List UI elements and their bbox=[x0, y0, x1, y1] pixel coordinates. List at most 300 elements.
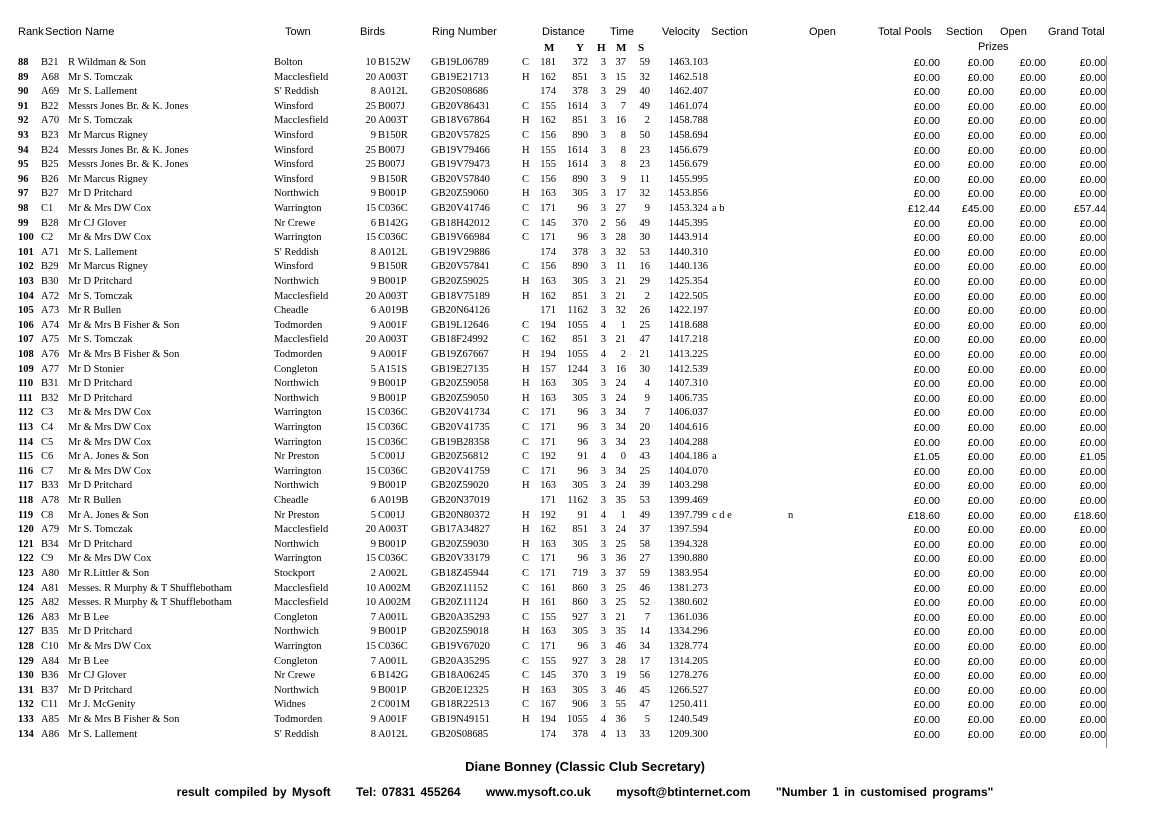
town-cell: Macclesfield bbox=[274, 334, 329, 346]
prize-section-cell: £0.00 bbox=[967, 319, 994, 332]
header-distance: Distance bbox=[542, 26, 585, 38]
yards-cell: 890 bbox=[572, 173, 588, 185]
sex-cell: C bbox=[522, 568, 530, 579]
yards-cell: 851 bbox=[572, 334, 588, 346]
prize-section-cell: £0.00 bbox=[967, 509, 994, 522]
velocity-cell: 1412.539 bbox=[668, 363, 708, 375]
birds-cell: 15 bbox=[365, 203, 376, 214]
seconds-cell: 53 bbox=[639, 246, 650, 258]
minutes-cell: 34 bbox=[615, 465, 626, 477]
total-pools-cell: £0.00 bbox=[913, 100, 940, 113]
sex-cell: H bbox=[522, 626, 530, 638]
prize-section-cell: £0.00 bbox=[967, 495, 994, 507]
header-total-pools: Total Pools bbox=[878, 26, 932, 38]
miles-cell: 145 bbox=[540, 217, 556, 229]
ring-number-cell: GB20V41746 bbox=[431, 203, 490, 214]
header-rank: Rank bbox=[18, 26, 44, 38]
prize-open-cell: £0.00 bbox=[1019, 495, 1046, 507]
prize-section-cell: £0.00 bbox=[967, 641, 994, 653]
yards-cell: 890 bbox=[572, 130, 588, 141]
birds-cell: 5 bbox=[370, 363, 376, 375]
name-cell: Mr D Pritchard bbox=[68, 684, 133, 696]
minutes-cell: 36 bbox=[615, 714, 626, 725]
velocity-cell: 1404.616 bbox=[668, 422, 708, 433]
name-cell: Mr D Pritchard bbox=[68, 188, 133, 200]
table-row bbox=[0, 596, 1170, 611]
rank-cell: 98 bbox=[18, 203, 29, 214]
hours-cell: 3 bbox=[600, 670, 606, 682]
section-cell: A70 bbox=[41, 115, 60, 127]
town-cell: Winsford bbox=[274, 261, 314, 273]
prize-section-cell: £0.00 bbox=[967, 261, 994, 274]
total-pools-cell: £0.00 bbox=[913, 305, 940, 318]
name-cell: Mr R Bullen bbox=[68, 495, 122, 506]
velocity-cell: 1403.298 bbox=[668, 480, 708, 492]
prize-section-cell: £0.00 bbox=[967, 524, 994, 537]
table-row bbox=[0, 509, 1170, 524]
prize-open-cell: £0.00 bbox=[1019, 728, 1046, 741]
birds-cell: 5 bbox=[370, 509, 376, 521]
seconds-cell: 25 bbox=[639, 465, 650, 477]
town-cell: Bolton bbox=[274, 57, 303, 68]
section-cell: A76 bbox=[41, 349, 60, 360]
town-cell: Congleton bbox=[274, 363, 318, 375]
prize-section-cell: £0.00 bbox=[967, 538, 994, 551]
table-row bbox=[0, 348, 1170, 363]
ring-number-cell: GB19B28358 bbox=[431, 436, 490, 448]
total-pools-cell: £12.44 bbox=[907, 203, 940, 215]
name-cell: Mr & Mrs DW Cox bbox=[68, 422, 152, 433]
prize-open-cell: £0.00 bbox=[1019, 378, 1046, 391]
total-pools-cell: £0.00 bbox=[913, 699, 940, 712]
miles-cell: 163 bbox=[540, 276, 556, 287]
total-pools-cell: £0.00 bbox=[913, 115, 940, 128]
velocity-cell: 1406.735 bbox=[668, 392, 708, 404]
section-pools-cell: c d e bbox=[712, 509, 732, 521]
town-cell: Warrington bbox=[274, 465, 322, 477]
section-cell: A68 bbox=[41, 71, 60, 83]
miles-cell: 174 bbox=[540, 246, 556, 258]
miles-cell: 192 bbox=[540, 451, 556, 463]
name-cell: R Wildman & Son bbox=[68, 57, 146, 68]
miles-cell: 174 bbox=[540, 86, 556, 98]
prize-open-cell: £0.00 bbox=[1019, 115, 1046, 128]
minutes-cell: 11 bbox=[615, 261, 626, 273]
grand-total-cell: £0.00 bbox=[1079, 714, 1106, 726]
total-pools-cell: £0.00 bbox=[913, 626, 940, 639]
grand-total-cell: £0.00 bbox=[1079, 728, 1106, 741]
table-row bbox=[0, 421, 1170, 436]
bird-code-cell: C036C bbox=[378, 641, 408, 652]
hours-cell: 3 bbox=[600, 568, 606, 579]
ring-number-cell: GB20Z59050 bbox=[431, 392, 489, 404]
birds-cell: 9 bbox=[370, 173, 376, 185]
minutes-cell: 29 bbox=[615, 86, 626, 98]
hours-cell: 3 bbox=[600, 436, 606, 448]
prize-open-cell: £0.00 bbox=[1019, 422, 1046, 434]
total-pools-cell: £0.00 bbox=[913, 173, 940, 186]
rank-cell: 110 bbox=[18, 378, 34, 390]
minutes-cell: 17 bbox=[615, 188, 626, 200]
table-row bbox=[0, 377, 1170, 392]
velocity-cell: 1381.273 bbox=[668, 582, 708, 594]
hours-cell: 3 bbox=[600, 582, 606, 594]
yards-cell: 305 bbox=[572, 538, 588, 550]
yards-cell: 91 bbox=[577, 509, 588, 521]
prize-section-cell: £0.00 bbox=[967, 480, 994, 493]
yards-cell: 1614 bbox=[567, 159, 588, 171]
rank-cell: 107 bbox=[18, 334, 34, 346]
minutes-cell: 35 bbox=[615, 495, 626, 506]
grand-total-cell: £0.00 bbox=[1079, 363, 1106, 376]
hours-cell: 4 bbox=[600, 714, 606, 725]
prize-open-cell: £0.00 bbox=[1019, 188, 1046, 201]
yards-cell: 851 bbox=[572, 71, 588, 83]
ring-number-cell: GB19V79473 bbox=[431, 159, 490, 171]
compiled-by-line bbox=[0, 785, 1170, 799]
seconds-cell: 27 bbox=[639, 553, 650, 565]
bird-code-cell: C036C bbox=[378, 465, 408, 477]
birds-cell: 15 bbox=[365, 553, 376, 565]
bird-code-cell: B007J bbox=[378, 144, 405, 156]
yards-cell: 1162 bbox=[567, 495, 588, 506]
seconds-cell: 49 bbox=[639, 509, 650, 521]
rank-cell: 113 bbox=[18, 422, 34, 433]
section-cell: C5 bbox=[41, 436, 54, 448]
seconds-cell: 53 bbox=[639, 495, 650, 506]
hours-cell: 3 bbox=[600, 480, 606, 492]
prize-section-cell: £0.00 bbox=[967, 407, 994, 420]
town-cell: S' Reddish bbox=[274, 86, 319, 98]
hours-cell: 3 bbox=[600, 392, 606, 404]
bird-code-cell: B007J bbox=[378, 100, 405, 112]
miles-cell: 171 bbox=[540, 641, 556, 652]
hours-cell: 3 bbox=[600, 130, 606, 141]
town-cell: Winsford bbox=[274, 159, 314, 171]
email-link[interactable]: mysoft@btinternet.com bbox=[616, 785, 751, 799]
sex-cell: H bbox=[522, 188, 530, 200]
town-cell: Warrington bbox=[274, 422, 322, 433]
total-pools-cell: £0.00 bbox=[913, 232, 940, 245]
minutes-cell: 1 bbox=[620, 319, 626, 331]
total-pools-cell: £0.00 bbox=[913, 57, 940, 69]
grand-total-cell: £0.00 bbox=[1079, 159, 1106, 172]
table-row bbox=[0, 436, 1170, 451]
town-cell: Winsford bbox=[274, 130, 314, 141]
rank-cell: 123 bbox=[18, 568, 34, 579]
table-right-border bbox=[1106, 56, 1107, 748]
table-row bbox=[0, 129, 1170, 144]
hours-cell: 3 bbox=[600, 655, 606, 667]
bird-code-cell: B001P bbox=[378, 276, 407, 287]
hours-cell: 4 bbox=[600, 728, 606, 740]
name-cell: Mr S. Tomczak bbox=[68, 71, 133, 83]
header-minutes: M bbox=[616, 42, 627, 54]
section-cell: B22 bbox=[41, 100, 59, 112]
hours-cell: 3 bbox=[600, 524, 606, 536]
rank-cell: 122 bbox=[18, 553, 34, 565]
ring-number-cell: GB18A06245 bbox=[431, 670, 490, 682]
town-cell: Todmorden bbox=[274, 349, 323, 360]
sex-cell: H bbox=[522, 290, 530, 302]
rank-cell: 100 bbox=[18, 232, 34, 244]
name-cell: Mr Marcus Rigney bbox=[68, 261, 148, 273]
prize-section-cell: £0.00 bbox=[967, 582, 994, 595]
hours-cell: 3 bbox=[600, 261, 606, 273]
section-cell: C4 bbox=[41, 422, 54, 433]
total-pools-cell: £0.00 bbox=[913, 290, 940, 303]
table-row bbox=[0, 582, 1170, 597]
table-row bbox=[0, 231, 1170, 246]
rank-cell: 109 bbox=[18, 363, 34, 375]
ring-number-cell: GB20A35295 bbox=[431, 655, 490, 667]
section-cell: B26 bbox=[41, 173, 59, 185]
ring-number-cell: GB20Z56812 bbox=[431, 451, 489, 463]
miles-cell: 174 bbox=[540, 728, 556, 740]
seconds-cell: 39 bbox=[639, 480, 650, 492]
miles-cell: 171 bbox=[540, 407, 556, 419]
ring-number-cell: GB19V67020 bbox=[431, 641, 490, 652]
velocity-cell: 1399.469 bbox=[668, 495, 708, 506]
section-cell: B35 bbox=[41, 626, 59, 638]
bird-code-cell: B001P bbox=[378, 626, 407, 638]
sex-cell: H bbox=[522, 714, 530, 725]
total-pools-cell: £0.00 bbox=[913, 246, 940, 259]
miles-cell: 155 bbox=[540, 159, 556, 171]
velocity-cell: 1418.688 bbox=[668, 319, 708, 331]
bird-code-cell: A001F bbox=[378, 349, 408, 360]
name-cell: Messrs Jones Br. & K. Jones bbox=[68, 100, 189, 112]
town-cell: S' Reddish bbox=[274, 246, 319, 258]
miles-cell: 155 bbox=[540, 655, 556, 667]
prize-open-cell: £0.00 bbox=[1019, 509, 1046, 522]
town-cell: Cheadle bbox=[274, 305, 309, 317]
town-cell: S' Reddish bbox=[274, 728, 319, 740]
sex-cell: H bbox=[522, 524, 530, 536]
sex-cell: C bbox=[522, 173, 530, 185]
ring-number-cell: GB19N49151 bbox=[431, 714, 490, 725]
birds-cell: 9 bbox=[370, 684, 376, 696]
yards-cell: 378 bbox=[572, 246, 588, 258]
slogan: "Number 1 in customised programs" bbox=[775, 785, 994, 799]
ring-number-cell: GB18H42012 bbox=[431, 217, 490, 229]
velocity-cell: 1394.328 bbox=[668, 538, 708, 550]
miles-cell: 161 bbox=[540, 597, 556, 609]
rank-cell: 128 bbox=[18, 641, 34, 652]
name-cell: Mr & Mrs DW Cox bbox=[68, 465, 152, 477]
yards-cell: 96 bbox=[577, 641, 588, 652]
section-pools-cell: a b bbox=[712, 203, 725, 214]
yards-cell: 91 bbox=[577, 451, 588, 463]
miles-cell: 161 bbox=[540, 582, 556, 594]
miles-cell: 163 bbox=[540, 626, 556, 638]
town-cell: Nr Crewe bbox=[274, 670, 316, 682]
velocity-cell: 1458.788 bbox=[668, 115, 708, 127]
prize-section-cell: £0.00 bbox=[967, 436, 994, 449]
prize-open-cell: £0.00 bbox=[1019, 334, 1046, 347]
velocity-cell: 1209.300 bbox=[668, 728, 708, 740]
ring-number-cell: GB18R22513 bbox=[431, 699, 490, 711]
minutes-cell: 56 bbox=[615, 217, 626, 229]
section-cell: C10 bbox=[41, 641, 59, 652]
hours-cell: 3 bbox=[600, 699, 606, 711]
town-cell: Northwich bbox=[274, 538, 319, 550]
sex-cell: H bbox=[522, 597, 530, 609]
birds-cell: 25 bbox=[365, 159, 376, 171]
town-cell: Congleton bbox=[274, 655, 318, 667]
ring-number-cell: GB20S08685 bbox=[431, 728, 489, 740]
table-row bbox=[0, 71, 1170, 86]
minutes-cell: 46 bbox=[615, 641, 626, 652]
name-cell: Mr Marcus Rigney bbox=[68, 130, 148, 141]
minutes-cell: 16 bbox=[615, 115, 626, 127]
prize-section-cell: £0.00 bbox=[967, 655, 994, 668]
table-row bbox=[0, 698, 1170, 713]
velocity-cell: 1380.602 bbox=[668, 597, 708, 609]
seconds-cell: 20 bbox=[639, 422, 650, 433]
rank-cell: 106 bbox=[18, 319, 34, 331]
grand-total-cell: £0.00 bbox=[1079, 305, 1106, 318]
yards-cell: 305 bbox=[572, 378, 588, 390]
hours-cell: 4 bbox=[600, 349, 606, 360]
birds-cell: 8 bbox=[370, 728, 376, 740]
prize-open-cell: £0.00 bbox=[1019, 246, 1046, 259]
ring-number-cell: GB19E21713 bbox=[431, 71, 489, 83]
minutes-cell: 8 bbox=[620, 130, 626, 141]
name-cell: Mr CJ Glover bbox=[68, 217, 127, 229]
birds-cell: 2 bbox=[370, 699, 376, 711]
name-cell: Messes. R Murphy & T Shufflebotham bbox=[68, 597, 232, 609]
ring-number-cell: GB20Z59025 bbox=[431, 276, 489, 287]
website-link[interactable]: www.mysoft.co.uk bbox=[485, 785, 591, 799]
name-cell: Mr S. Lallement bbox=[68, 86, 138, 98]
bird-code-cell: A003T bbox=[378, 334, 408, 346]
hours-cell: 3 bbox=[600, 465, 606, 477]
header-hours: H bbox=[597, 42, 606, 54]
prize-section-cell: £0.00 bbox=[967, 670, 994, 683]
seconds-cell: 9 bbox=[644, 203, 650, 214]
grand-total-cell: £18.60 bbox=[1073, 509, 1106, 522]
total-pools-cell: £0.00 bbox=[913, 130, 940, 142]
rank-cell: 132 bbox=[18, 699, 34, 711]
miles-cell: 155 bbox=[540, 100, 556, 112]
section-cell: C1 bbox=[41, 203, 54, 214]
rank-cell: 124 bbox=[18, 582, 34, 594]
bird-code-cell: A019B bbox=[378, 305, 409, 317]
prize-section-cell: £0.00 bbox=[967, 684, 994, 697]
hours-cell: 3 bbox=[600, 305, 606, 317]
sex-cell: H bbox=[522, 349, 530, 360]
minutes-cell: 21 bbox=[615, 334, 626, 346]
birds-cell: 9 bbox=[370, 714, 376, 725]
prize-open-cell: £0.00 bbox=[1019, 670, 1046, 683]
town-cell: Winsford bbox=[274, 100, 314, 112]
rank-cell: 134 bbox=[18, 728, 34, 740]
table-row bbox=[0, 552, 1170, 567]
grand-total-cell: £0.00 bbox=[1079, 334, 1106, 347]
ring-number-cell: GB18F24992 bbox=[431, 334, 489, 346]
prize-section-cell: £0.00 bbox=[967, 71, 994, 84]
header-grand-total: Grand Total bbox=[1048, 26, 1105, 38]
hours-cell: 3 bbox=[600, 597, 606, 609]
table-row bbox=[0, 684, 1170, 699]
hours-cell: 3 bbox=[600, 144, 606, 156]
seconds-cell: 49 bbox=[639, 100, 650, 112]
rank-cell: 92 bbox=[18, 115, 29, 127]
hours-cell: 2 bbox=[600, 217, 606, 229]
bird-code-cell: C036C bbox=[378, 203, 408, 214]
miles-cell: 163 bbox=[540, 480, 556, 492]
prize-open-cell: £0.00 bbox=[1019, 451, 1046, 464]
birds-cell: 10 bbox=[365, 597, 376, 609]
prize-open-cell: £0.00 bbox=[1019, 290, 1046, 303]
bird-code-cell: B150R bbox=[378, 261, 408, 273]
grand-total-cell: £0.00 bbox=[1079, 290, 1106, 303]
total-pools-cell: £0.00 bbox=[913, 378, 940, 391]
seconds-cell: 49 bbox=[639, 217, 650, 229]
town-cell: Macclesfield bbox=[274, 290, 329, 302]
name-cell: Mr D Pritchard bbox=[68, 392, 133, 404]
prize-open-cell: £0.00 bbox=[1019, 144, 1046, 157]
sex-cell: C bbox=[522, 611, 530, 623]
town-cell: Nr Crewe bbox=[274, 217, 316, 229]
section-cell: A85 bbox=[41, 714, 60, 725]
grand-total-cell: £1.05 bbox=[1079, 451, 1106, 464]
yards-cell: 305 bbox=[572, 684, 588, 696]
seconds-cell: 56 bbox=[639, 670, 650, 682]
prize-section-cell: £0.00 bbox=[967, 100, 994, 113]
seconds-cell: 32 bbox=[639, 71, 650, 83]
ring-number-cell: GB20Z11152 bbox=[431, 582, 488, 594]
seconds-cell: 9 bbox=[644, 392, 650, 404]
yards-cell: 305 bbox=[572, 392, 588, 404]
miles-cell: 156 bbox=[540, 173, 556, 185]
minutes-cell: 7 bbox=[620, 100, 626, 112]
section-cell: B37 bbox=[41, 684, 59, 696]
bird-code-cell: A003T bbox=[378, 115, 408, 127]
bird-code-cell: B150R bbox=[378, 173, 408, 185]
prize-open-cell: £0.00 bbox=[1019, 319, 1046, 332]
prize-section-cell: £0.00 bbox=[967, 422, 994, 434]
bird-code-cell: B007J bbox=[378, 159, 405, 171]
velocity-cell: 1417.218 bbox=[668, 334, 708, 346]
header-name: Name bbox=[85, 26, 115, 38]
yards-cell: 1055 bbox=[567, 349, 588, 360]
velocity-cell: 1404.070 bbox=[668, 465, 708, 477]
minutes-cell: 0 bbox=[620, 451, 626, 463]
ring-number-cell: GB19V66984 bbox=[431, 232, 490, 244]
seconds-cell: 30 bbox=[639, 363, 650, 375]
rank-cell: 104 bbox=[18, 290, 34, 302]
ring-number-cell: GB20V57825 bbox=[431, 130, 490, 141]
seconds-cell: 23 bbox=[639, 144, 650, 156]
rank-cell: 89 bbox=[18, 71, 29, 83]
sex-cell: H bbox=[522, 480, 530, 492]
section-cell: B36 bbox=[41, 670, 59, 682]
prize-section-cell: £0.00 bbox=[967, 626, 994, 639]
town-cell: Stockport bbox=[274, 568, 315, 579]
town-cell: Northwich bbox=[274, 276, 319, 287]
prize-open-cell: £0.00 bbox=[1019, 217, 1046, 230]
hours-cell: 4 bbox=[600, 509, 606, 521]
section-cell: B30 bbox=[41, 276, 59, 287]
grand-total-cell: £0.00 bbox=[1079, 349, 1106, 361]
prize-open-cell: £0.00 bbox=[1019, 538, 1046, 551]
prize-open-cell: £0.00 bbox=[1019, 407, 1046, 420]
minutes-cell: 13 bbox=[615, 728, 626, 740]
grand-total-cell: £0.00 bbox=[1079, 641, 1106, 653]
velocity-cell: 1278.276 bbox=[668, 670, 708, 682]
